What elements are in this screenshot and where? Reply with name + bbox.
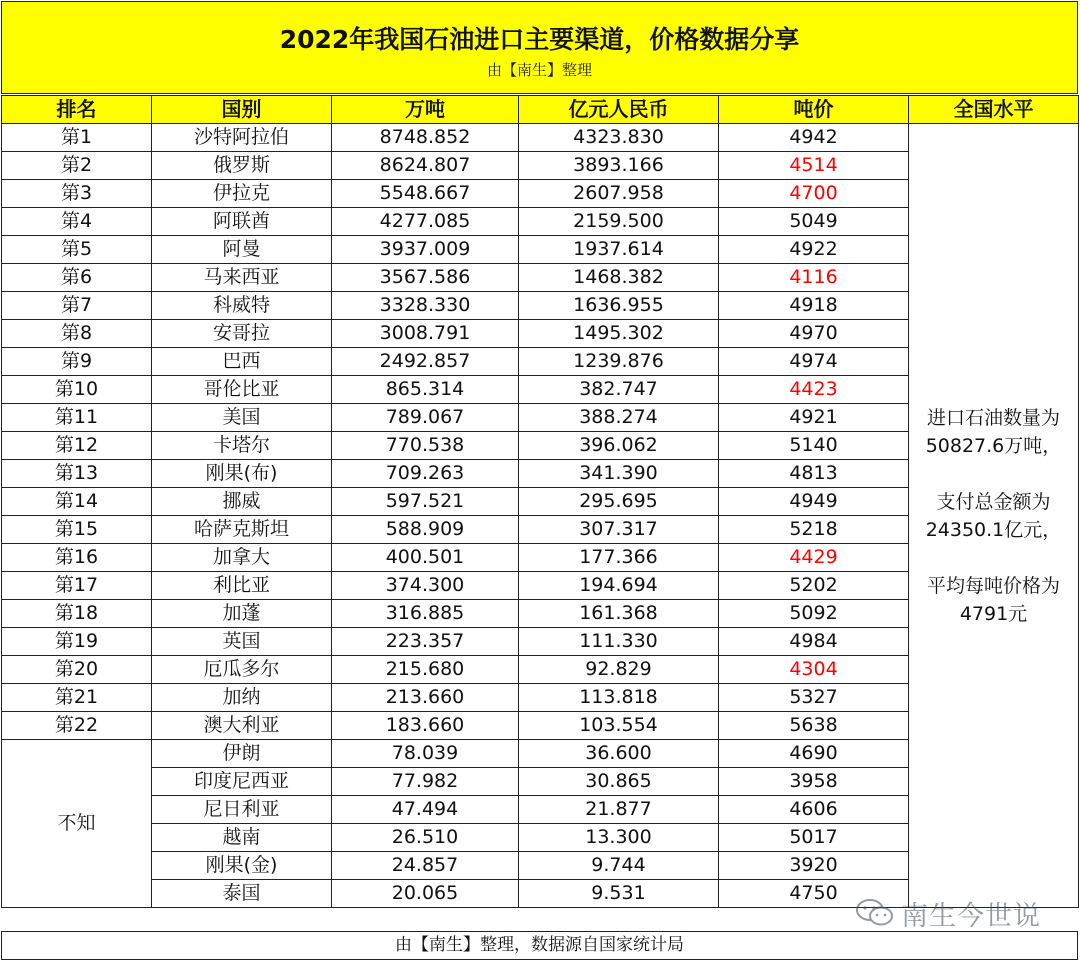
country-cell: 越南 [152, 824, 332, 852]
rank-cell: 第7 [2, 292, 152, 320]
country-cell: 俄罗斯 [152, 152, 332, 180]
price-cell: 4116 [719, 264, 909, 292]
country-cell: 美国 [152, 404, 332, 432]
col-header-country: 国别 [152, 96, 332, 124]
country-cell: 刚果(金) [152, 852, 332, 880]
national-summary-cell [909, 124, 1079, 908]
rmb-cell: 36.600 [519, 740, 719, 768]
watermark [855, 895, 1070, 931]
title-banner [1, 1, 1078, 94]
rank-cell: 第20 [2, 656, 152, 684]
price-cell: 4922 [719, 236, 909, 264]
summary-line: 24350.1亿元， [925, 518, 1062, 541]
rank-cell: 第12 [2, 432, 152, 460]
rmb-cell: 1239.876 [519, 348, 719, 376]
country-cell: 挪威 [152, 488, 332, 516]
col-header-tons: 万吨 [332, 96, 519, 124]
tons-cell: 8748.852 [332, 124, 519, 152]
page-title: 2022年我国石油进口主要渠道，价格数据分享 [279, 25, 800, 54]
summary-line: 4791元 [959, 602, 1028, 625]
tons-cell: 400.501 [332, 544, 519, 572]
summary-line: 50827.6万吨， [925, 434, 1062, 457]
country-cell: 阿曼 [152, 236, 332, 264]
rank-cell: 第17 [2, 572, 152, 600]
tons-cell: 4277.085 [332, 208, 519, 236]
price-cell: 4949 [719, 488, 909, 516]
price-cell: 4423 [719, 376, 909, 404]
summary-line: 平均每吨价格为 [926, 574, 1060, 597]
country-cell: 马来西亚 [152, 264, 332, 292]
rmb-cell: 1468.382 [519, 264, 719, 292]
price-cell: 5140 [719, 432, 909, 460]
unknown-rank-cell: 不知 [2, 740, 152, 908]
summary-spacer [915, 544, 1072, 572]
summary-line: 支付总金额为 [936, 490, 1051, 513]
summary-spacer [915, 460, 1072, 488]
summary-line: 进口石油数量为 [926, 406, 1060, 429]
country-cell: 利比亚 [152, 572, 332, 600]
tons-cell: 789.067 [332, 404, 519, 432]
wechat-icon [855, 898, 895, 928]
price-cell: 4429 [719, 544, 909, 572]
rank-cell: 第9 [2, 348, 152, 376]
country-cell: 澳大利亚 [152, 712, 332, 740]
price-cell: 3958 [719, 768, 909, 796]
country-cell: 伊朗 [152, 740, 332, 768]
tons-cell: 20.065 [332, 880, 519, 908]
header-row [2, 96, 1079, 124]
price-cell: 4750 [719, 880, 909, 908]
price-cell: 5218 [719, 516, 909, 544]
price-cell: 4918 [719, 292, 909, 320]
country-cell: 加蓬 [152, 600, 332, 628]
rmb-cell: 111.330 [519, 628, 719, 656]
tons-cell: 24.857 [332, 852, 519, 880]
price-cell: 4700 [719, 180, 909, 208]
country-cell: 阿联酋 [152, 208, 332, 236]
price-cell: 4942 [719, 124, 909, 152]
rank-cell: 第6 [2, 264, 152, 292]
rmb-cell: 9.531 [519, 880, 719, 908]
country-cell: 巴西 [152, 348, 332, 376]
tons-cell: 183.660 [332, 712, 519, 740]
price-cell: 4514 [719, 152, 909, 180]
rank-cell: 第3 [2, 180, 152, 208]
rmb-cell: 307.317 [519, 516, 719, 544]
country-cell: 科威特 [152, 292, 332, 320]
rank-cell: 第1 [2, 124, 152, 152]
rmb-cell: 161.368 [519, 600, 719, 628]
country-cell: 加拿大 [152, 544, 332, 572]
price-cell: 4970 [719, 320, 909, 348]
col-header-national: 全国水平 [909, 96, 1079, 124]
price-cell: 4974 [719, 348, 909, 376]
price-cell: 5327 [719, 684, 909, 712]
tons-cell: 3008.791 [332, 320, 519, 348]
price-cell: 5017 [719, 824, 909, 852]
country-cell: 哈萨克斯坦 [152, 516, 332, 544]
rank-cell: 第22 [2, 712, 152, 740]
rmb-cell: 194.694 [519, 572, 719, 600]
rank-cell: 第18 [2, 600, 152, 628]
country-cell: 伊拉克 [152, 180, 332, 208]
tons-cell: 77.982 [332, 768, 519, 796]
rmb-cell: 2159.500 [519, 208, 719, 236]
country-cell: 泰国 [152, 880, 332, 908]
col-header-price: 吨价 [719, 96, 909, 124]
price-cell: 5049 [719, 208, 909, 236]
rmb-cell: 103.554 [519, 712, 719, 740]
tons-cell: 223.357 [332, 628, 519, 656]
price-cell: 4813 [719, 460, 909, 488]
rank-cell: 第11 [2, 404, 152, 432]
price-cell: 4921 [719, 404, 909, 432]
country-cell: 卡塔尔 [152, 432, 332, 460]
rmb-cell: 177.366 [519, 544, 719, 572]
country-cell: 印度尼西亚 [152, 768, 332, 796]
tons-cell: 597.521 [332, 488, 519, 516]
price-cell: 4984 [719, 628, 909, 656]
rmb-cell: 2607.958 [519, 180, 719, 208]
tons-cell: 770.538 [332, 432, 519, 460]
rmb-cell: 21.877 [519, 796, 719, 824]
tons-cell: 5548.667 [332, 180, 519, 208]
price-cell: 5202 [719, 572, 909, 600]
watermark-text: 南生今世说 [901, 900, 1041, 932]
rank-cell: 第2 [2, 152, 152, 180]
rank-cell: 第10 [2, 376, 152, 404]
rmb-cell: 341.390 [519, 460, 719, 488]
tons-cell: 3328.330 [332, 292, 519, 320]
country-cell: 尼日利亚 [152, 796, 332, 824]
rmb-cell: 1495.302 [519, 320, 719, 348]
rank-cell: 第21 [2, 684, 152, 712]
rmb-cell: 1937.614 [519, 236, 719, 264]
rank-cell: 第13 [2, 460, 152, 488]
price-cell: 4304 [719, 656, 909, 684]
footer-note: 由【南生】整理，数据源自国家统计局 [1, 931, 1078, 960]
tons-cell: 47.494 [332, 796, 519, 824]
rmb-cell: 30.865 [519, 768, 719, 796]
tons-cell: 215.680 [332, 656, 519, 684]
rmb-cell: 92.829 [519, 656, 719, 684]
tons-cell: 865.314 [332, 376, 519, 404]
rank-cell: 第14 [2, 488, 152, 516]
tons-cell: 374.300 [332, 572, 519, 600]
col-header-rank: 排名 [2, 96, 152, 124]
country-cell: 刚果(布) [152, 460, 332, 488]
country-cell: 英国 [152, 628, 332, 656]
rank-cell: 第4 [2, 208, 152, 236]
price-cell: 4690 [719, 740, 909, 768]
rank-cell: 第5 [2, 236, 152, 264]
rmb-cell: 382.747 [519, 376, 719, 404]
rank-cell: 第15 [2, 516, 152, 544]
tons-cell: 709.263 [332, 460, 519, 488]
rmb-cell: 9.744 [519, 852, 719, 880]
price-cell: 4606 [719, 796, 909, 824]
country-cell: 沙特阿拉伯 [152, 124, 332, 152]
table-body [2, 124, 1079, 908]
table-row [2, 124, 1079, 152]
tons-cell: 3937.009 [332, 236, 519, 264]
rmb-cell: 13.300 [519, 824, 719, 852]
rank-cell: 第8 [2, 320, 152, 348]
tons-cell: 588.909 [332, 516, 519, 544]
country-cell: 哥伦比亚 [152, 376, 332, 404]
page-subtitle: 由【南生】整理 [486, 61, 592, 79]
tons-cell: 316.885 [332, 600, 519, 628]
tons-cell: 2492.857 [332, 348, 519, 376]
price-cell: 3920 [719, 852, 909, 880]
country-cell: 加纳 [152, 684, 332, 712]
rmb-cell: 295.695 [519, 488, 719, 516]
rmb-cell: 1636.955 [519, 292, 719, 320]
rmb-cell: 388.274 [519, 404, 719, 432]
tons-cell: 8624.807 [332, 152, 519, 180]
rank-cell: 第19 [2, 628, 152, 656]
rmb-cell: 3893.166 [519, 152, 719, 180]
rmb-cell: 396.062 [519, 432, 719, 460]
country-cell: 安哥拉 [152, 320, 332, 348]
oil-import-table [1, 95, 1079, 908]
country-cell: 厄瓜多尔 [152, 656, 332, 684]
tons-cell: 26.510 [332, 824, 519, 852]
tons-cell: 3567.586 [332, 264, 519, 292]
rmb-cell: 113.818 [519, 684, 719, 712]
tons-cell: 78.039 [332, 740, 519, 768]
tons-cell: 213.660 [332, 684, 519, 712]
col-header-rmb: 亿元人民币 [519, 96, 719, 124]
rmb-cell: 4323.830 [519, 124, 719, 152]
rank-cell: 第16 [2, 544, 152, 572]
price-cell: 5638 [719, 712, 909, 740]
price-cell: 5092 [719, 600, 909, 628]
